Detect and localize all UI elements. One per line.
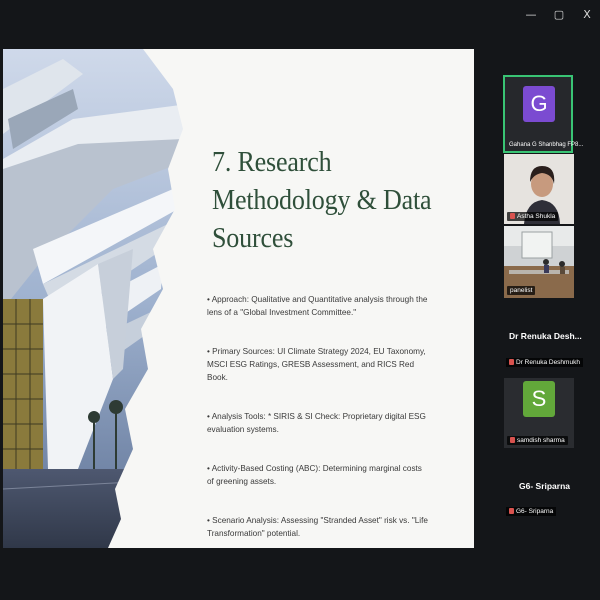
close-button[interactable]: X	[583, 8, 591, 21]
participant-name: Astha Shukla	[517, 213, 556, 220]
participant-tile-samdish[interactable]	[504, 378, 574, 448]
bullet-scenario-analysis: • Scenario Analysis: Assessing "Stranded Asset" risk vs. "Life Transformation" potential.	[207, 516, 428, 538]
bullet-list	[207, 293, 429, 566]
bullet-abc: • Activity-Based Costing (ABC): Determining marginal costs of greening assets.	[207, 464, 422, 486]
bullet-approach: • Approach: Qualitative and Quantitative analysis through the lens of a "Global Investment Committee."	[207, 295, 428, 317]
participant-display-name: G6- Sriparna	[519, 481, 571, 491]
mic-muted-icon	[510, 213, 515, 219]
participant-display-name: Dr Renuka Desh...	[509, 331, 582, 341]
avatar	[523, 86, 555, 122]
building-photo	[3, 49, 188, 548]
minimize-button[interactable]: —	[525, 8, 537, 21]
avatar	[523, 381, 555, 417]
bullet-primary-sources: • Primary Sources: UI Climate Strategy 2024, EU Taxonomy, MSCI ESG Ratings, GRESB Assessment, and RICS Red Book.	[207, 347, 426, 382]
shared-slide	[3, 49, 474, 548]
participant-name: Dr Renuka Deshmukh	[516, 359, 580, 366]
participant-name: Gahana G Shanbhag FP8...	[509, 142, 584, 148]
participant-tile-panelist[interactable]	[504, 226, 574, 298]
participant-name-chip[interactable]	[506, 507, 556, 516]
restore-button[interactable]: ▢	[553, 8, 565, 21]
participant-tile-astha[interactable]	[504, 154, 574, 224]
participant-name-chip	[507, 436, 568, 445]
slide-title: 7. Research Methodology & Data Sources	[212, 147, 432, 254]
mic-muted-icon	[509, 359, 514, 365]
participant-tile-gahana[interactable]	[503, 75, 584, 153]
participant-name: samdish sharma	[517, 437, 565, 444]
mic-muted-icon	[510, 437, 515, 443]
avatar-initial: G	[530, 91, 548, 116]
bullet-analysis-tools: • Analysis Tools: * SIRIS & SI Check: Proprietary digital ESG evaluation systems.	[207, 412, 426, 434]
participant-name-chip	[507, 212, 558, 221]
mic-muted-icon	[509, 508, 514, 514]
window-controls	[524, 8, 594, 21]
participant-name: G6- Sriparna	[516, 508, 554, 515]
participant-name: panelist	[507, 286, 535, 295]
participant-name-chip[interactable]	[506, 358, 583, 367]
avatar-initial: S	[531, 386, 547, 411]
